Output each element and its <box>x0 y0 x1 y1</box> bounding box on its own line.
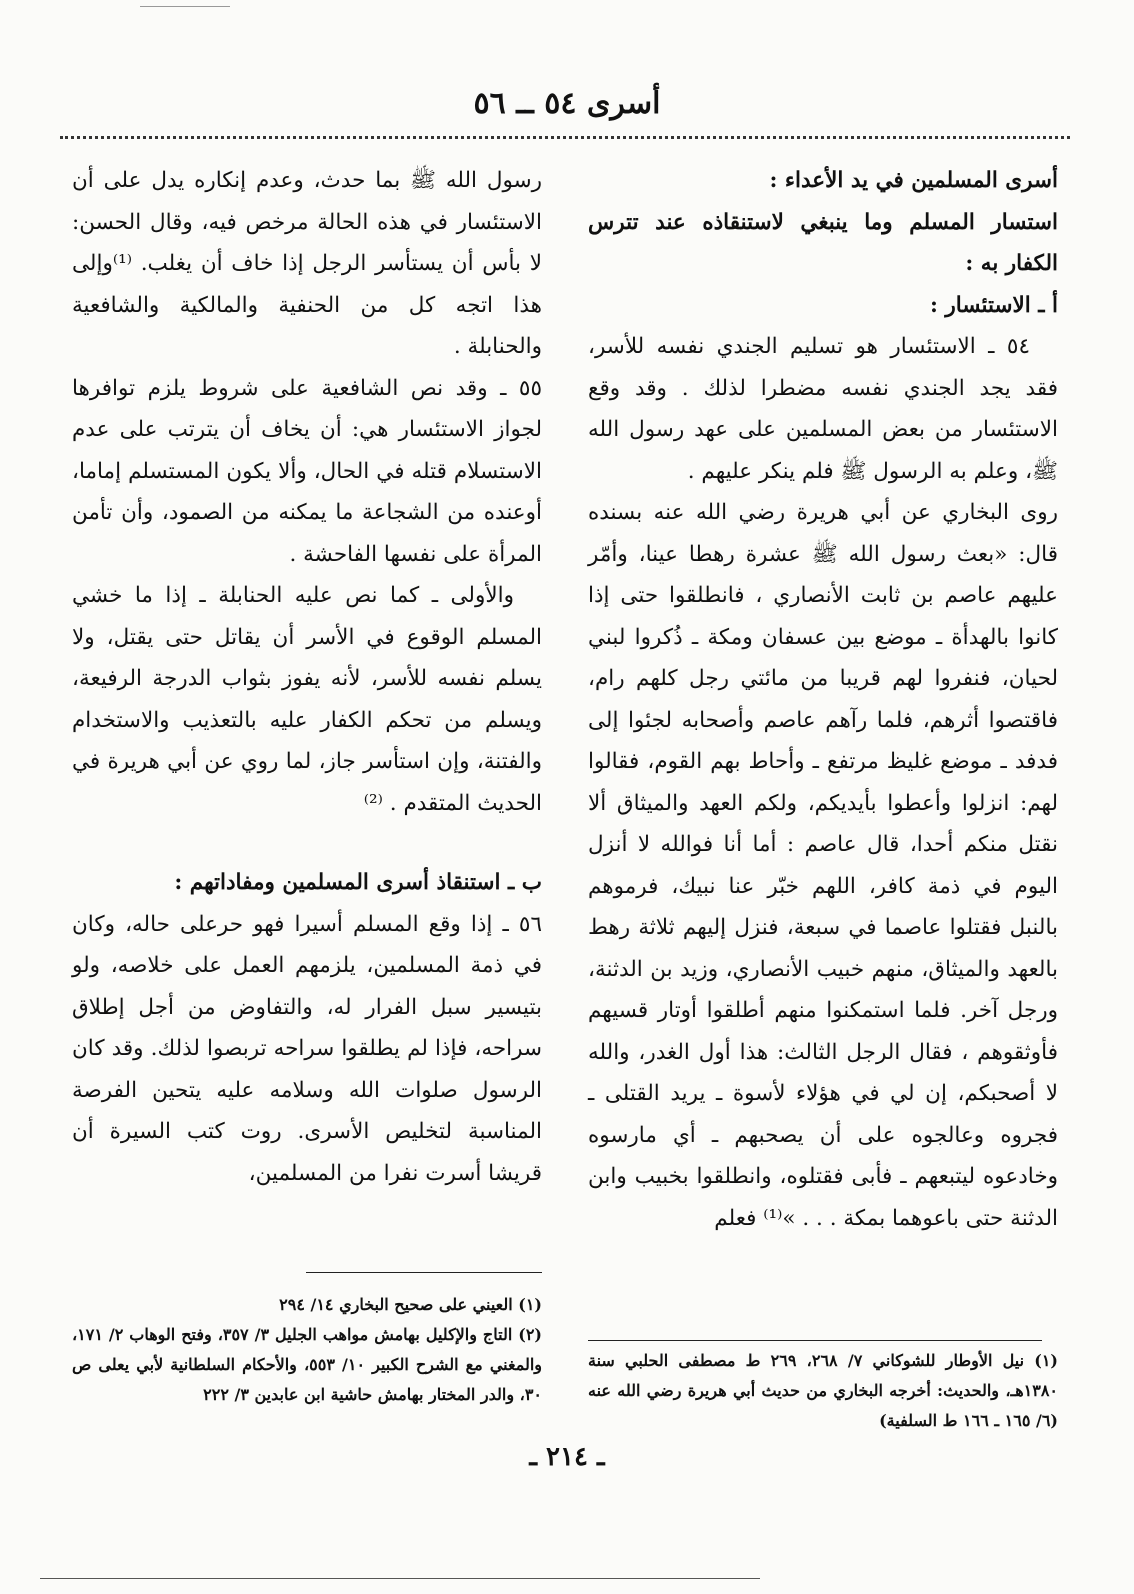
footnote-item: (٢) التاج والإكليل بهامش مواهب الجليل ٣/ ٣٥٧، وفتح الوهاب ٢/ ١٧١، والمغني مع الشرح الكبير ١٠/ ٥٥٣، والأحكام السلطانية لأبي يعلى ص ٣٠، والدر المختار بهامش حاشية ابن عابدين ٣/ ٢٢٢ <box>72 1325 542 1404</box>
top-edge-rule <box>140 6 230 7</box>
left-column <box>72 160 542 1194</box>
header-dotted-rule <box>60 136 1070 139</box>
running-header: أسرى ٥٤ ــ ٥٦ <box>473 86 661 121</box>
footnote-rule-left <box>306 1272 542 1273</box>
paragraph-continued: رسول الله ﷺ بما حدث، وعدم إنكاره يدل على أن الاستئسار في هذه الحالة مرخص فيه، وقال الحسن: لا بأس أن يستأسر الرجل إذا خاف أن يغلب. ⁽¹⁾وإلى هذا اتجه كل من الحنفية والمالكية والشافعية والحنابلة . <box>72 168 542 359</box>
footnote-item: (١) العيني على صحيح البخاري ١٤/ ٢٩٤ <box>279 1295 542 1314</box>
bottom-edge-rule <box>40 1578 760 1579</box>
page-number: ـ ٢١٤ ـ <box>529 1442 605 1472</box>
subsection-heading-a: أ ـ الاستئسار : <box>929 292 1058 318</box>
paragraph-hadith: روى البخاري عن أبي هريرة رضي الله عنه بسنده قال: «بعث رسول الله ﷺ عشرة رهطا عينا، وأمّر عليهم عاصم بن ثابت الأنصاري ، فانطلقوا حتى إذا كانوا بالهدأة ـ موضع بين عسفان ومكة ـ ذُكروا لبني لحيان، فنفروا لهم قريبا من مائتي رجل كلهم رام، فاقتصوا أثرهم، فلما رآهم عاصم وأصحابه لجئوا إلى فدفد ـ موضع غليظ مرتفع ـ وأحاط بهم القوم، فقالوا لهم: انزلوا وأعطوا بأيديكم، ولكم العهد والميثاق ألا نقتل منكم أحدا، قال عاصم : أما أنا فوالله لا أنزل اليوم في ذمة كافر، اللهم خبّر عنا نبيك، فرموهم بالنبل فقتلوا عاصما في سبعة، فنزل إليهم ثلاثة رهط بالعهد والميثاق، منهم خبيب الأنصاري، وزيد بن الدثنة، ورجل آخر. فلما استمكنوا منهم أطلقوا أوتار قسيهم فأوثقوهم ، فقال الرجل الثالث: هذا أول الغدر، والله لا أصحبكم، إن لي في هؤلاء لأسوة ـ يريد القتلى ـ فجروه وعالجوه على أن يصحبهم ـ أي مارسوه وخادعوه ليتبعهم ـ فأبى فقتلوه، وانطلقوا بخبيب وابن الدثنة حتى باعوهما بمكة . . . »⁽¹⁾ فعلم <box>588 500 1058 1231</box>
footnotes-left <box>72 1290 542 1410</box>
paragraph-hanabila: والأولى ـ كما نص عليه الحنابلة ـ إذا ما خشي المسلم الوقوع في الأسر أن يقاتل حتى يقتل، ولا يسلم نفسه للأسر، لأنه يفوز بثواب الدرجة الرفيعة، ويسلم من تحكم الكفار عليه بالتعذيب والاستخدام والفتنة، وإن استأسر جاز، لما روي عن أبي هريرة في الحديث المتقدم . ⁽²⁾ <box>72 583 542 816</box>
subsection-heading-b: ب ـ استنقاذ أسرى المسلمين ومفاداتهم : <box>174 870 542 895</box>
section-heading-main: أسرى المسلمين في يد الأعداء : <box>769 168 1058 193</box>
footnote-item: (١) نيل الأوطار للشوكاني ٧/ ٢٦٨، ٢٦٩ ط مصطفى الحلبي سنة ١٣٨٠هـ، والحديث: أخرجه البخاري من حديث أبي هريرة رضي الله عنه (٦/ ١٦٥ ـ ١٦٦ ط السلفية) <box>588 1351 1058 1430</box>
paragraph-54: ٥٤ ـ الاستئسار هو تسليم الجندي نفسه للأسر، فقد يجد الجندي نفسه مضطرا لذلك . وقد وقع الاستئسار من بعض المسلمين على عهد رسول الله ﷺ، وعلم به الرسول ﷺ فلم ينكر عليهم . <box>588 334 1058 484</box>
right-column <box>588 160 1058 1239</box>
section-heading-sub: استسار المسلم وما ينبغي لاستنقاذه عند تترس الكفار به : <box>588 209 1058 276</box>
footnotes-right <box>588 1346 1058 1436</box>
paragraph-55: ٥٥ ـ وقد نص الشافعية على شروط يلزم توافرها لجواز الاستئسار هي: أن يخاف أن يترتب على عدم الاستسلام قتله في الحال، وألا يكون المستسلم إماما، أوعنده من الشجاعة ما يمكنه من الصمود، وأن تأمن المرأة على نفسها الفاحشة . <box>72 375 542 567</box>
footnote-rule-right <box>588 1340 1042 1341</box>
paragraph-56: ٥٦ ـ إذا وقع المسلم أسيرا فهو حرعلى حاله، وكان في ذمة المسلمين، يلزمهم العمل على خلاصه، ولو بتيسير سبل الفرار له، والتفاوض من أجل إطلاق سراحه، فإذا لم يطلقوا سراحه تربصوا لذلك. وقد كان الرسول صلوات الله وسلامه عليه يتحين الفرصة المناسبة لتخليص الأسرى. روت كتب السيرة أن قريشا أسرت نفرا من المسلمين، <box>72 911 542 1186</box>
